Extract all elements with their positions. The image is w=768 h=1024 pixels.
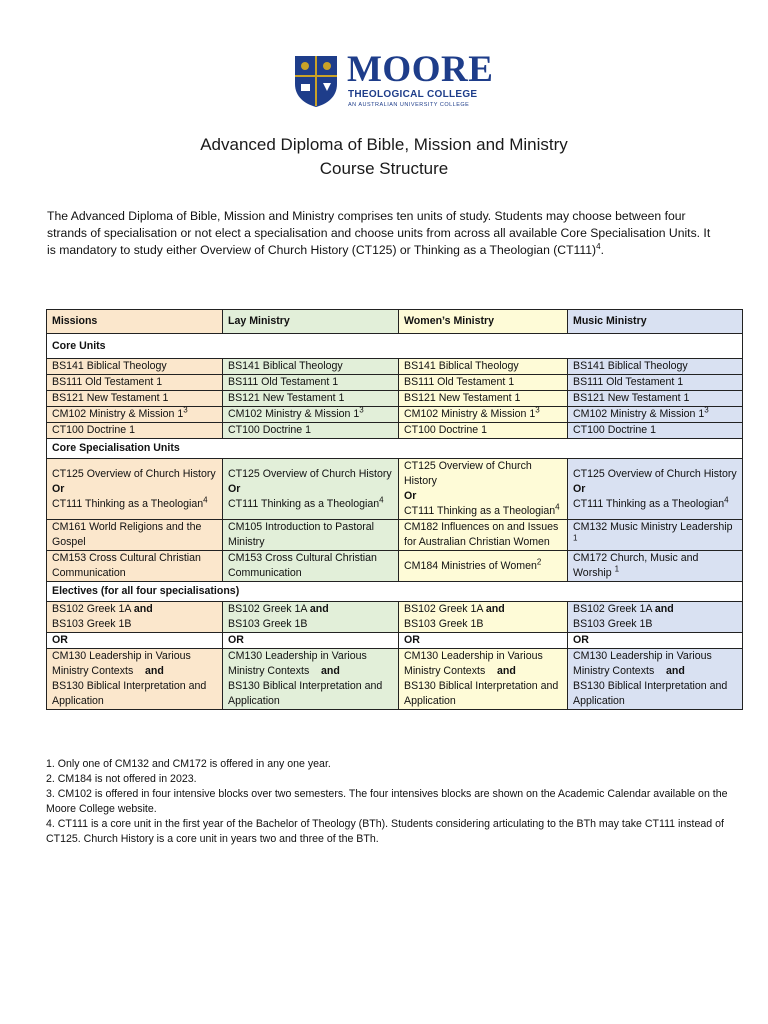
or-label: OR (399, 633, 568, 649)
column-header-womens-ministry: Women’s Ministry (399, 310, 568, 334)
logo-tagline: AN AUSTRALIAN UNIVERSITY COLLEGE (348, 102, 470, 108)
column-header-missions: Missions (47, 310, 223, 334)
section-core-units: Core Units (47, 334, 743, 359)
table-cell: BS141 Biblical Theology (399, 359, 568, 375)
table-cell: CM130 Leadership in Various Ministry Contexts and BS130 Biblical Interpretation and Application (568, 649, 743, 710)
footnote: 3. CM102 is offered in four intensive blocks over two semesters. The four intensives blocks are shown on the Academic Calendar available on the Moore College website. (46, 788, 728, 815)
table-cell: CM102 Ministry & Mission $1^3$ (399, 407, 568, 423)
table-cell: CM172 Church, Music and Worship $^1$ (568, 551, 743, 582)
table-cell: CT125 Overview of Church History Or CT111 Thinking as a Theologian$^4$ (47, 459, 223, 520)
table-cell: BS121 New Testament 1 (223, 391, 399, 407)
column-header-music-ministry: Music Ministry (568, 310, 743, 334)
table-cell: BS102 Greek 1A and BS103 Greek 1B (568, 602, 743, 633)
footnotes (46, 757, 736, 847)
table-cell: CM130 Leadership in Various Ministry Contexts and BS130 Biblical Interpretation and Application (47, 649, 223, 710)
table-cell: BS121 New Testament 1 (47, 391, 223, 407)
table-cell: BS102 Greek 1A and BS103 Greek 1B (223, 602, 399, 633)
table-row (47, 551, 743, 582)
table-cell: CM102 Ministry & Mission $1^3$ (568, 407, 743, 423)
table-row (47, 602, 743, 633)
table-cell: BS141 Biblical Theology (568, 359, 743, 375)
footnote: 2. CM184 is not offered in 2023. (46, 773, 197, 785)
table-cell: BS111 Old Testament 1 (399, 375, 568, 391)
table-cell: CT125 Overview of Church History Or CT111 Thinking as a Theologian$^4$ (399, 459, 568, 520)
table-cell: BS111 Old Testament 1 (47, 375, 223, 391)
college-logo (293, 49, 494, 108)
table-header-row (47, 310, 743, 334)
column-header-lay-ministry: Lay Ministry (223, 310, 399, 334)
table-row (47, 391, 743, 407)
table-cell: CM102 Ministry & Mission $1^3$ (223, 407, 399, 423)
table-cell: BS141 Biblical Theology (47, 359, 223, 375)
table-cell: CT100 Doctrine 1 (223, 423, 399, 439)
table-cell: CM130 Leadership in Various Ministry Contexts and BS130 Biblical Interpretation and Application (399, 649, 568, 710)
table-cell: CM132 Music Ministry Leadership $^1$ (568, 520, 743, 551)
table-cell: CM105 Introduction to Pastoral Ministry (223, 520, 399, 551)
table-cell: CT100 Doctrine 1 (47, 423, 223, 439)
table-row (47, 649, 743, 710)
table-row (47, 375, 743, 391)
logo-name: MOORE (347, 49, 494, 90)
table-row-or (47, 633, 743, 649)
table-cell: BS111 Old Testament 1 (223, 375, 399, 391)
logo-subtitle: THEOLOGICAL COLLEGE (348, 89, 478, 100)
section-core-specialisation-units: Core Specialisation Units (47, 439, 743, 459)
section-row (47, 334, 743, 359)
table-cell: BS141 Biblical Theology (223, 359, 399, 375)
table-cell: BS121 New Testament 1 (399, 391, 568, 407)
intro-paragraph: The Advanced Diploma of Bible, Mission and Ministry comprises ten units of study. Students may choose between four strands of specialisation or not elect a specialisation and choose units from across all available Core Specialisation Units. It is mandatory to study either Overview of Church History (CT125) or Thinking as a Theologian $(CT111)^4$. (47, 209, 711, 257)
table-cell: BS102 Greek 1A and BS103 Greek 1B (399, 602, 568, 633)
section-row (47, 439, 743, 459)
table-cell: CT100 Doctrine 1 (568, 423, 743, 439)
table-cell: BS111 Old Testament 1 (568, 375, 743, 391)
course-structure-table (46, 309, 743, 710)
crest-icon (293, 54, 339, 108)
footnote: 1. Only one of CM132 and CM172 is offered in any one year. (46, 758, 331, 770)
table-cell: CM182 Influences on and Issues for Australian Christian Women (399, 520, 568, 551)
table-cell: CM153 Cross Cultural Christian Communication (47, 551, 223, 582)
section-electives: Electives (for all four specialisations) (47, 582, 743, 602)
document-title: Advanced Diploma of Bible, Mission and Ministry (200, 135, 568, 154)
table-cell: BS121 New Testament 1 (568, 391, 743, 407)
section-row (47, 582, 743, 602)
table-cell: CT125 Overview of Church History Or CT111 Thinking as a Theologian$^4$ (568, 459, 743, 520)
table-cell: CM153 Cross Cultural Christian Communication (223, 551, 399, 582)
table-row (47, 459, 743, 520)
table-row (47, 359, 743, 375)
or-label: OR (568, 633, 743, 649)
table-cell: CT100 Doctrine 1 (399, 423, 568, 439)
table-row (47, 407, 743, 423)
table-row (47, 423, 743, 439)
document-subtitle: Course Structure (319, 159, 449, 178)
or-label: OR (223, 633, 399, 649)
table-cell: BS102 Greek 1A and BS103 Greek 1B (47, 602, 223, 633)
table-cell: CT125 Overview of Church History Or CT111 Thinking as a Theologian$^4$ (223, 459, 399, 520)
or-label: OR (47, 633, 223, 649)
table-cell: CM130 Leadership in Various Ministry Contexts and BS130 Biblical Interpretation and Application (223, 649, 399, 710)
table-row (47, 520, 743, 551)
table-cell: CM184 Ministries of Women$^2$ (399, 551, 568, 582)
footnote: 4. CT111 is a core unit in the first year of the Bachelor of Theology (BTh). Students considering articulating to the BTh may take CT111 instead of CT125. Church History is a core unit in years two and three of the BTh. (46, 818, 724, 845)
table-cell: CM102 Ministry & Mission $1^3$ (47, 407, 223, 423)
table-cell: CM161 World Religions and the Gospel (47, 520, 223, 551)
